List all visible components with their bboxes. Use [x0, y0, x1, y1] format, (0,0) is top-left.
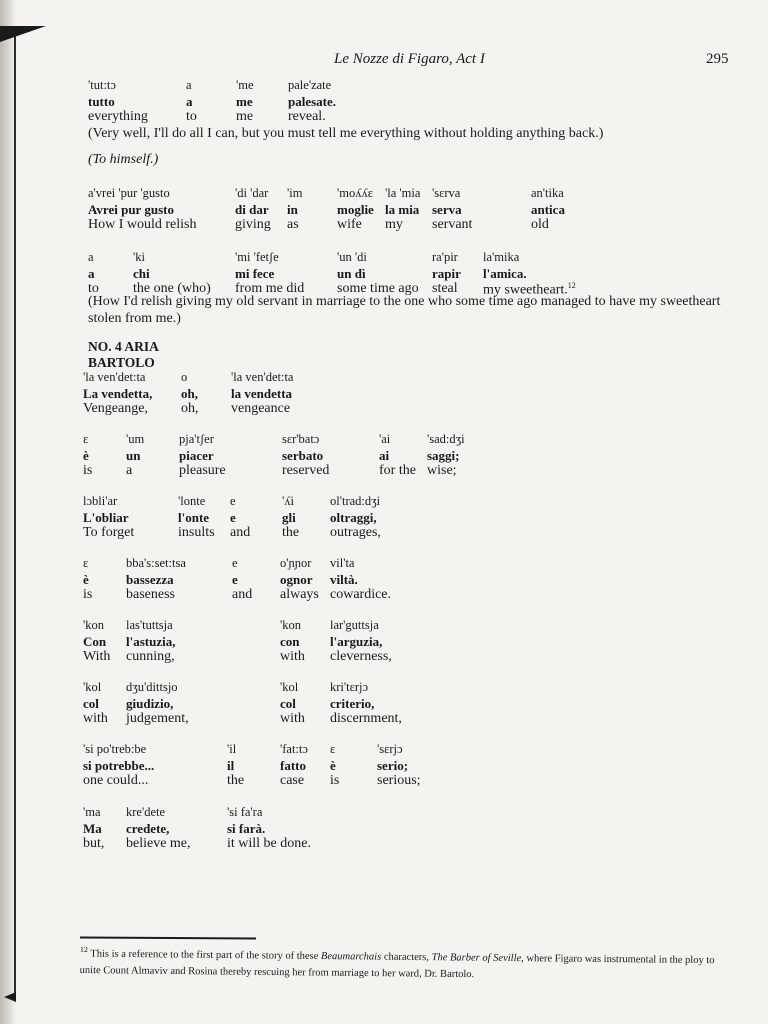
stage-direction: (To himself.)	[88, 152, 159, 167]
spine-marker-bottom	[4, 992, 16, 1002]
italian-word: serbato	[282, 447, 324, 463]
footnote-author: Beaumarchais	[320, 951, 382, 963]
italian-word: criterio,	[330, 695, 375, 711]
ipa-word: a	[186, 78, 192, 92]
english-word: reveal.	[288, 109, 326, 124]
ipa-word: an'tika	[531, 186, 564, 200]
page-title: Le Nozze di Figaro, Act I	[334, 51, 485, 67]
italian-word: rapir	[432, 265, 461, 281]
english-word: the	[227, 773, 245, 788]
english-word: with	[83, 711, 108, 726]
italian-word: l'arguzia,	[330, 633, 383, 649]
english-word: How I would relish	[88, 217, 197, 232]
ipa-word: 'im	[287, 186, 303, 200]
ipa-word: ol'trad:dʒi	[330, 494, 381, 508]
english-word: outrages,	[330, 525, 381, 540]
italian-word: palesate.	[288, 93, 337, 109]
english-word: and	[230, 525, 251, 540]
aria-character: BARTOLO	[88, 355, 155, 370]
footnote-text: , where Figaro was instrumental in the ploy to unite Count Almaviv and Rosina thereby rescuing her from marriage to her ward, Dr. Bartolo.	[79, 953, 715, 980]
ipa-word: 'ki	[133, 250, 145, 264]
english-word: from me did	[235, 281, 305, 296]
ipa-word: 'la ven'det:ta	[83, 370, 146, 384]
ipa-word: pja'tʃer	[179, 432, 214, 446]
ipa-word: las'tuttsja	[126, 618, 173, 632]
english-word: oh,	[181, 401, 199, 416]
ipa-word: e	[230, 494, 236, 508]
italian-word: credete,	[126, 820, 170, 836]
ipa-word: 'moʎʎɛ	[337, 186, 373, 200]
italian-word: giudizio,	[126, 695, 174, 711]
italian-word: a	[88, 265, 95, 281]
english-word: to	[88, 281, 99, 296]
italian-word: è	[83, 447, 89, 463]
italian-word: un	[126, 447, 141, 463]
english-word: and	[232, 587, 253, 602]
ipa-word: dʒu'dittsjo	[126, 680, 178, 694]
english-word: is	[83, 587, 93, 602]
italian-word: ai	[379, 447, 390, 463]
italian-word: e	[230, 509, 236, 525]
english-word: with	[280, 711, 305, 726]
ipa-word: pale'zate	[288, 78, 332, 92]
ipa-word: 'kon	[83, 618, 105, 632]
italian-word: è	[83, 571, 89, 587]
ipa-word: bba's:set:tsa	[126, 556, 186, 570]
italian-word: l'astuzia,	[126, 633, 176, 649]
ipa-word: 'sad:dʒi	[427, 432, 465, 446]
ipa-word: 'la 'mia	[385, 186, 421, 200]
footnote-work-title: The Barber of Seville	[431, 952, 522, 965]
italian-word: mi fece	[235, 265, 275, 281]
ipa-word: 'ma	[83, 805, 101, 819]
italian-word: L'obliar	[83, 509, 129, 525]
english-word: To forget	[83, 525, 135, 540]
ipa-word: ra'pir	[432, 250, 458, 264]
english-word: case	[280, 773, 305, 788]
english-word: the one (who)	[133, 281, 211, 296]
english-word: cunning,	[126, 649, 175, 664]
english-word: my sweetheart.	[483, 282, 568, 298]
ipa-word: sɛr'batɔ	[282, 432, 320, 446]
footnote-text: This is a reference to the first part of the story of these	[90, 948, 321, 963]
english-word: for the	[379, 463, 416, 478]
spine-rule	[14, 30, 16, 1000]
english-word: wise;	[427, 463, 457, 478]
italian-word: la vendetta	[231, 385, 293, 401]
italian-word: in	[287, 201, 298, 217]
italian-word: me	[236, 93, 253, 109]
ipa-word: 'kol	[83, 680, 102, 694]
italian-word: antica	[531, 201, 565, 217]
intro-translation: (Very well, I'll do all I can, but you must tell me everything without holding anything back.)	[88, 126, 604, 141]
english-word: cleverness,	[330, 649, 392, 664]
english-word: discernment,	[330, 711, 402, 726]
ipa-word: lar'guttsja	[330, 618, 379, 632]
english-word: with	[280, 649, 305, 664]
english-word: always	[280, 587, 319, 602]
aria-heading	[88, 339, 159, 371]
ipa-word: 'la ven'det:ta	[231, 370, 294, 384]
ipa-word: o'ɲɲor	[280, 556, 312, 570]
english-word: baseness	[126, 587, 175, 602]
english-word: me	[236, 109, 254, 124]
ipa-word: 'si fa'ra	[227, 805, 263, 819]
ipa-word: 'kon	[280, 618, 302, 632]
italian-word: oh,	[181, 385, 198, 401]
ipa-word: a	[88, 250, 94, 264]
footnote-reference: 12	[567, 281, 576, 290]
italian-word: La vendetta,	[83, 385, 153, 401]
italian-word: oltraggi,	[330, 509, 377, 525]
ipa-word: 'sɛrva	[432, 186, 461, 200]
english-word: old	[531, 217, 549, 232]
italian-word: è	[330, 757, 336, 773]
ipa-word: kre'dete	[126, 805, 166, 819]
ipa-word: kri'tɛrjɔ	[330, 680, 369, 694]
ipa-word: 'si po'treb:be	[83, 742, 147, 756]
ipa-word: ɛ	[330, 742, 336, 756]
italian-word: bassezza	[126, 571, 174, 587]
english-word: reserved	[282, 463, 330, 478]
english-word: giving	[235, 217, 271, 232]
italian-word: con	[280, 633, 300, 649]
italian-word: si potrebbe...	[83, 757, 155, 773]
footnote-number: 12	[79, 944, 88, 955]
ipa-word: 'mi 'fetʃe	[235, 250, 279, 264]
italian-word: saggi;	[427, 447, 460, 463]
english-word: my	[385, 217, 403, 232]
ipa-word: 'lonte	[178, 494, 206, 508]
italian-word: col	[83, 695, 99, 711]
ipa-word: 'ʎi	[282, 494, 294, 508]
italian-word: chi	[133, 265, 150, 281]
footnote-divider	[80, 937, 256, 940]
italian-word: moglie	[337, 201, 374, 217]
italian-word: a	[186, 93, 193, 109]
english-word: is	[83, 463, 93, 478]
english-word: insults	[178, 525, 215, 540]
english-word: judgement,	[126, 711, 189, 726]
english-word: With	[83, 649, 111, 664]
italian-word: il	[227, 757, 235, 773]
ipa-word: 'sɛrjɔ	[377, 742, 403, 756]
ipa-word: ɛ	[83, 556, 89, 570]
ipa-word: 'kol	[280, 680, 299, 694]
english-word: everything	[88, 109, 148, 124]
english-word: as	[287, 217, 299, 232]
english-word: it will be done.	[227, 836, 311, 851]
italian-word: l'onte	[178, 509, 210, 525]
italian-word: piacer	[179, 447, 214, 463]
english-word: Vengeange,	[83, 401, 148, 416]
english-word: vengeance	[231, 401, 291, 416]
page-number: 295	[706, 51, 729, 67]
italian-word: un dì	[337, 265, 366, 281]
english-word: one could...	[83, 773, 149, 788]
italian-word: ognor	[280, 571, 313, 587]
ipa-word: 'me	[236, 78, 254, 92]
ipa-word: lɔbli'ar	[83, 494, 118, 508]
italian-word: Ma	[83, 820, 102, 836]
english-word: cowardice.	[330, 587, 392, 602]
italian-word: Avrei pur gusto	[88, 201, 174, 217]
italian-word: serio;	[377, 757, 409, 773]
verse2-translation: (How I'd relish giving my old servant in marriage to the one who some time ago managed to have my sweetheart stolen from me.)	[88, 294, 721, 326]
italian-word: serva	[432, 201, 462, 217]
ipa-word: 'il	[227, 742, 237, 756]
english-word: is	[330, 773, 340, 788]
ipa-word: ɛ	[83, 432, 89, 446]
ipa-word: 'un 'di	[337, 250, 367, 264]
english-word: believe me,	[126, 836, 191, 851]
italian-word: viltà.	[330, 571, 358, 587]
italian-word: fatto	[280, 757, 306, 773]
italian-word: si farà.	[227, 820, 266, 836]
aria-number: NO. 4 ARIA	[88, 339, 159, 354]
spine-marker-top	[0, 26, 46, 42]
ipa-word: 'ai	[379, 432, 391, 446]
english-word: but,	[83, 836, 105, 851]
italian-word: col	[280, 695, 296, 711]
ipa-word: 'tut:tɔ	[88, 78, 116, 92]
english-word: steal	[432, 281, 458, 296]
italian-word: e	[232, 571, 238, 587]
ipa-word: e	[232, 556, 238, 570]
italian-word: di dar	[235, 201, 269, 217]
ipa-word: 'di 'dar	[235, 186, 269, 200]
ipa-word: vil'ta	[330, 556, 355, 570]
italian-word: Con	[83, 633, 107, 649]
footnote-text: characters,	[381, 951, 432, 964]
footnote	[80, 942, 720, 985]
english-word: pleasure	[179, 463, 226, 478]
italian-word: l'amica.	[483, 265, 527, 281]
english-word: some time ago	[337, 281, 419, 296]
english-word: serious;	[377, 773, 421, 788]
italian-word: tutto	[88, 93, 115, 109]
ipa-word: 'um	[126, 432, 145, 446]
ipa-word: o	[181, 370, 188, 384]
english-word: to	[186, 109, 197, 124]
italian-word: la mia	[385, 201, 420, 217]
english-word: servant	[432, 217, 473, 232]
ipa-word: la'mika	[483, 250, 520, 264]
english-word: the	[282, 525, 300, 540]
italian-word: gli	[282, 509, 296, 525]
ipa-word: 'fat:tɔ	[280, 742, 308, 756]
english-word: a	[126, 463, 133, 478]
english-word: wife	[337, 217, 362, 232]
ipa-word: a'vrei 'pur 'gusto	[88, 186, 170, 200]
